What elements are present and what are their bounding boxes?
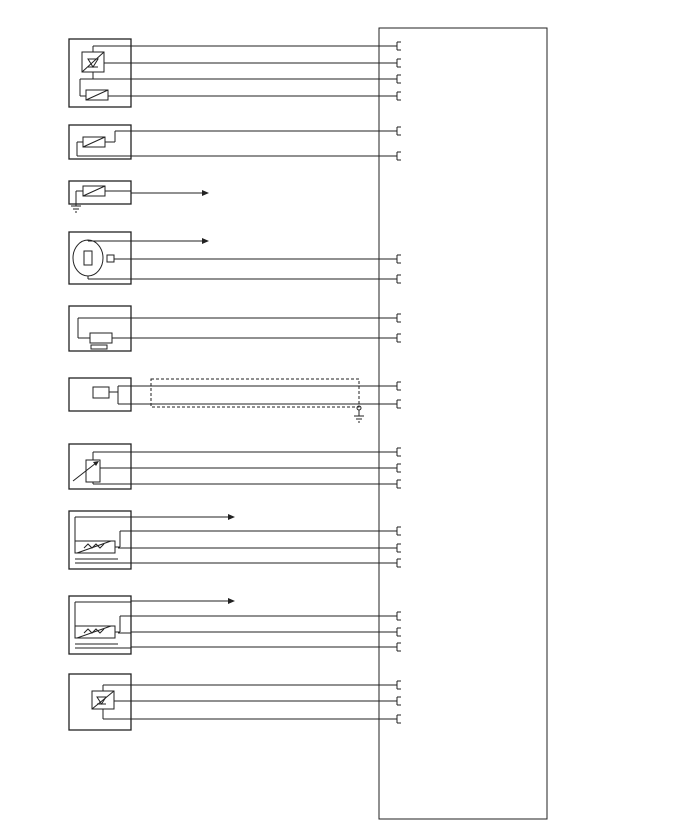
wire: [131, 628, 401, 636]
arrow-icon: [228, 598, 235, 604]
wire: [131, 643, 401, 651]
wire: [131, 464, 401, 472]
component-box: [69, 181, 131, 204]
sensor-symbol: [80, 46, 131, 100]
sensor-symbol: [77, 131, 131, 156]
wire: [131, 697, 401, 705]
component-maps: [69, 39, 401, 107]
wire: [131, 190, 209, 196]
component-ects-gauge: [69, 181, 209, 212]
wire: [131, 514, 235, 520]
component-ho2s-b1s1: [69, 511, 401, 569]
sensor-symbol: [71, 186, 131, 212]
wire: [131, 92, 401, 100]
wire: [131, 42, 401, 50]
wire: [131, 255, 401, 263]
sensor-symbol: [92, 685, 131, 719]
wire: [131, 334, 401, 342]
component-tps: [69, 444, 401, 489]
shield-outline: [151, 379, 359, 407]
wire: [131, 527, 401, 535]
sensor-symbol: [73, 452, 131, 484]
wire: [131, 238, 209, 244]
component-box: [69, 232, 131, 284]
component-box: [69, 378, 131, 411]
wire: [131, 382, 401, 390]
arrow-icon: [202, 238, 209, 244]
wire: [131, 75, 401, 83]
component-ks: [69, 378, 401, 422]
ecm-box: [379, 28, 547, 819]
component-ckps: [69, 306, 401, 351]
wire: [131, 59, 401, 67]
wire: [131, 152, 401, 160]
sensor-symbol: [75, 517, 131, 563]
sensor-symbol: [93, 379, 364, 422]
wire: [131, 544, 401, 552]
wire: [131, 480, 401, 488]
sensor-symbol: [73, 240, 131, 279]
component-box: [69, 596, 131, 654]
component-box: [69, 511, 131, 569]
wire: [131, 127, 401, 135]
sensor-symbol: [78, 318, 131, 349]
wire: [131, 275, 401, 283]
component-ects-ecm: [69, 125, 401, 160]
component-apt: [69, 674, 401, 730]
wire: [131, 314, 401, 322]
component-ho2s-b1s2: [69, 596, 401, 654]
wire: [131, 681, 401, 689]
wire: [131, 715, 401, 723]
component-box: [69, 39, 131, 107]
arrow-icon: [228, 514, 235, 520]
component-cmps: [69, 232, 401, 284]
wire: [131, 448, 401, 456]
arrow-icon: [202, 190, 209, 196]
wire: [131, 598, 235, 604]
wire: [131, 559, 401, 567]
wire: [131, 612, 401, 620]
sensor-symbol: [75, 602, 131, 648]
